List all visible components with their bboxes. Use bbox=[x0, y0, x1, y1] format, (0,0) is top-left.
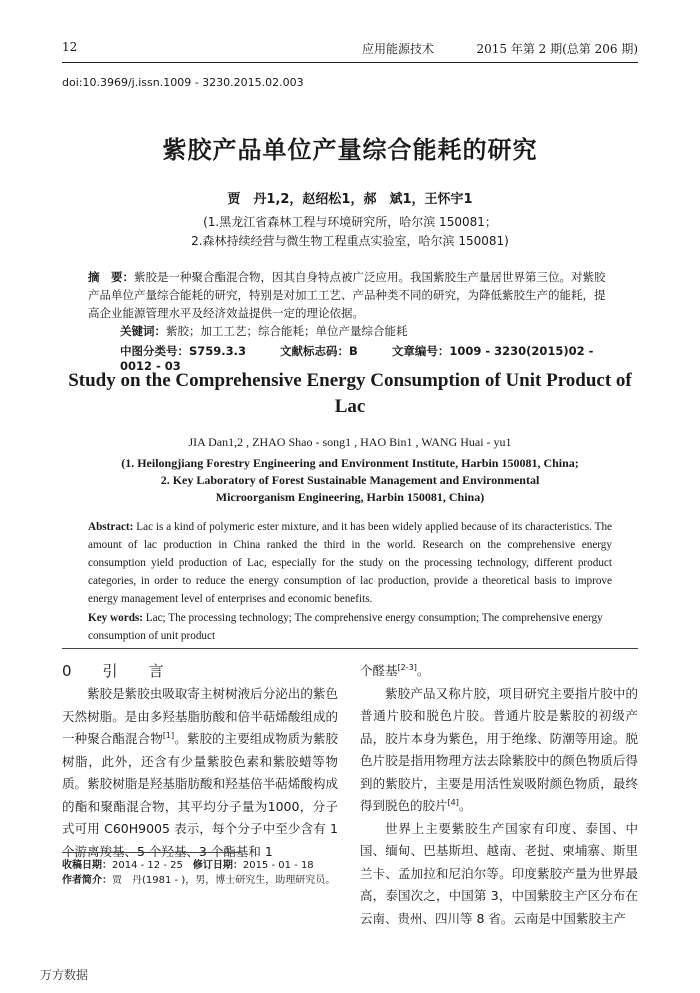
abstract-label: Abstract: bbox=[88, 521, 134, 533]
page-number: 12 bbox=[62, 40, 78, 54]
running-header bbox=[62, 40, 638, 60]
keywords-label: Key words: bbox=[88, 612, 143, 624]
title-chinese: 紫胶产品单位产量综合能耗的研究 bbox=[162, 136, 538, 164]
affiliation-line: (1. Heilongjiang Forestry Engineering and Environment Institute, Harbin 150081, China; bbox=[121, 456, 579, 470]
keywords-text: Lac; The processing technology; The comprehensive energy consumption; The comprehensive energy consumption of unit product bbox=[88, 612, 603, 642]
paragraph bbox=[360, 818, 638, 931]
abstract-text: Lac is a kind of polymeric ester mixture, and it has been widely applied because of its characteristics. The amount of lac production in China ranked the third in the world. Research on the comprehensive energy consumption yield production of Lac, especially for the study on the processing technology, different product categories, in order to reduce the energy consumption of lac production, provide a theoretical basis to improve energy management level of enterprises and economic benefits. bbox=[88, 521, 612, 605]
keywords-chinese bbox=[120, 323, 408, 339]
paragraph-text: 紫胶是紫胶虫吸取寄主树树液后分泌出的紫色天然树脂。是由多羟基脂肪酸和倍半萜烯酸组成的一种聚合酯混合物 bbox=[62, 686, 338, 746]
citation[interactable]: [4] bbox=[447, 797, 459, 807]
abstract-english bbox=[88, 518, 612, 608]
abstract-chinese bbox=[88, 268, 612, 322]
author-bio: 贾 丹(1981 - )，男，博士研究生，助理研究员。 bbox=[112, 875, 336, 886]
paragraph-text: 。 bbox=[458, 798, 472, 813]
paragraph-text: 紫胶产品又称片胶，项目研究主要指片胶中的普通片胶和脱色片胶。普通片胶是紫胶的初级产品，胶片本身为紫色，用于绝缘、防潮等用途。脱色片胶是指用物理方法去除紫胶中的颜色物质后得到的紫胶片，主要是用活性炭吸附颜色物质，最终得到脱色的胶片 bbox=[360, 685, 638, 813]
affiliations-english bbox=[62, 455, 638, 506]
authors-chinese: 贾 丹1,2，赵绍松1，郝 斌1，王怀宇1 bbox=[227, 192, 473, 207]
paragraph-text: 。 bbox=[416, 663, 430, 678]
revised-date: 2015 - 01 - 18 bbox=[242, 860, 314, 871]
authors-english: JIA Dan1,2 , ZHAO Shao - song1 , HAO Bin1 , WANG Huai - yu1 bbox=[188, 435, 512, 449]
keywords-text: 紫胶；加工工艺；综合能耗；单位产量综合能耗 bbox=[166, 324, 408, 338]
clc-number: 中图分类号：S759.3.3 bbox=[120, 344, 247, 358]
paragraph-text: 世界上主要紫胶生产国家有印度、泰国、中国、缅甸、巴基斯坦、越南、老挝、柬埔寨、斯里兰卡、孟加拉和尼泊尔等。印度紫胶产量为世界最高，泰国次之，中国第 3，中国紫胶主产区分布在云南、贵州、四川等 8 省。云南是中国紫胶主产 bbox=[360, 820, 638, 926]
footnote-author bbox=[62, 873, 352, 888]
affiliation-line: Microorganism Engineering, Harbin 150081, China) bbox=[215, 490, 485, 504]
received-date: 2014 - 12 - 25 bbox=[112, 860, 183, 871]
paragraph-text: 个醛基 bbox=[360, 663, 398, 678]
article-number: 文章编号：1009 - 3230(2015)02 - 0012 - 03 bbox=[120, 344, 594, 373]
affiliation-line: 2. Key Laboratory of Forest Sustainable Management and Environmental bbox=[160, 473, 540, 487]
citation[interactable]: [1] bbox=[162, 730, 175, 740]
footnote bbox=[62, 858, 352, 888]
paragraph-text: 。紫胶的主要组成物质为紫胶树脂，此外，还含有少量紫胶色素和紫胶蜡等物质。紫胶树脂是羟基脂肪酸和羟基倍半萜烯酸构成的酯和聚酯混合物，其平均分子量为1000，分子式可用 C60H9005 表示，每个分子中至少含有 1 个游离羧基、5 个羟基、3 个酯基和 1 bbox=[62, 731, 338, 859]
revised-label: 修订日期： bbox=[192, 860, 243, 871]
header-rule bbox=[62, 62, 638, 63]
affiliation-line: 2.森林持续经营与微生物工程重点实验室，哈尔滨 150081) bbox=[191, 234, 509, 248]
paragraph-continuation bbox=[360, 660, 638, 683]
paragraph bbox=[62, 683, 338, 863]
affiliations-chinese bbox=[62, 213, 638, 251]
title-english: Study on the Comprehensive Energy Consumption of Unit Product of Lac bbox=[68, 370, 632, 417]
document-code: 文献标志码：B bbox=[280, 344, 358, 358]
watermark: 万方数据 bbox=[40, 968, 89, 982]
affiliation-line: (1.黑龙江省森林工程与环境研究所，哈尔滨 150081； bbox=[203, 215, 497, 229]
body-right-column bbox=[360, 660, 638, 930]
footnote-dates bbox=[62, 858, 352, 873]
body-left-column bbox=[62, 683, 338, 863]
author-label: 作者简介： bbox=[62, 875, 112, 886]
keywords-label: 关键词： bbox=[120, 324, 166, 338]
journal-name: 应用能源技术 bbox=[362, 42, 435, 56]
abstract-label: 摘 要： bbox=[88, 270, 134, 284]
citation[interactable]: [2-3] bbox=[397, 662, 417, 672]
section-heading-introduction: 0 引 言 bbox=[62, 662, 172, 680]
abstract-text: 紫胶是一种聚合酯混合物，因其自身特点被广泛应用。我国紫胶生产量居世界第三位。对紫胶产品单位产量综合能耗的研究，特别是对加工工艺、产品种类不同的研究，为降低紫胶生产的能耗，提高企业能源管理水平及经济效益提供一定的理论依据。 bbox=[88, 270, 606, 320]
received-label: 收稿日期： bbox=[62, 860, 112, 871]
footnote-rule bbox=[62, 852, 242, 853]
section-divider bbox=[62, 648, 638, 649]
keywords-english bbox=[88, 609, 612, 645]
paragraph bbox=[360, 683, 638, 818]
issue-info: 2015 年第 2 期(总第 206 期) bbox=[476, 42, 638, 56]
doi[interactable]: doi:10.3969/j.issn.1009 - 3230.2015.02.003 bbox=[62, 76, 304, 89]
